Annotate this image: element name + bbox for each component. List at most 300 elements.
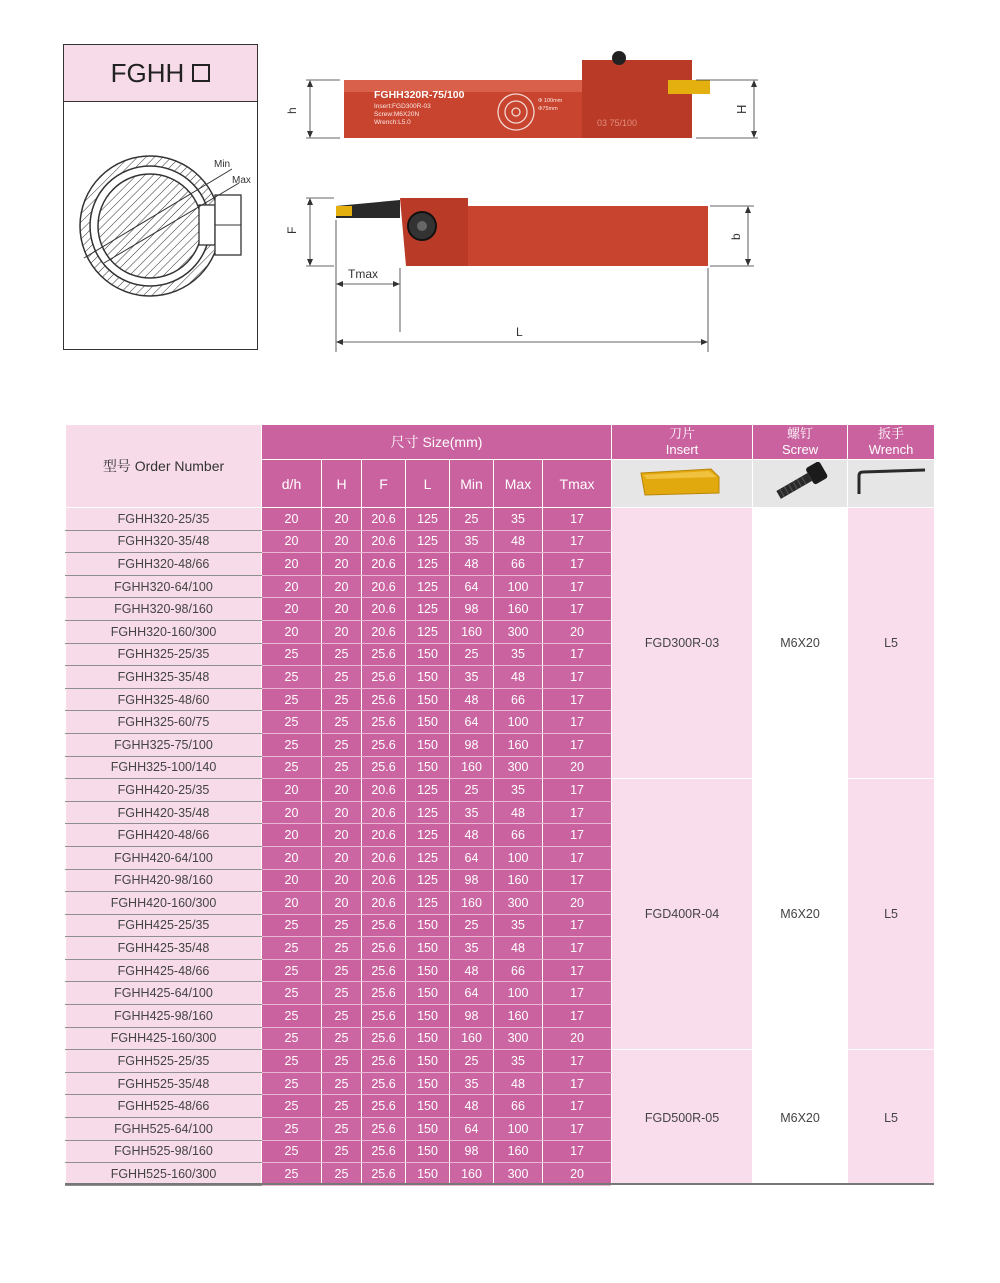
cell-tmax: 20: [543, 1027, 612, 1050]
cell-min: 64: [450, 982, 494, 1005]
cell-F: 20.6: [362, 846, 406, 869]
insert-header-cn: 刀片: [669, 426, 696, 441]
cell-min: 35: [450, 530, 494, 553]
cell-H: 25: [322, 643, 362, 666]
cell-L: 150: [406, 1118, 450, 1141]
min-label: Min: [214, 159, 231, 170]
cell-dh: 20: [262, 553, 322, 576]
cell-dh: 25: [262, 643, 322, 666]
cell-L: 150: [406, 688, 450, 711]
table-bottom-rule: [65, 1183, 934, 1185]
cell-H: 25: [322, 1050, 362, 1073]
cell-order-number: FGHH320-25/35: [66, 508, 262, 531]
cell-min: 160: [450, 1163, 494, 1186]
cell-max: 160: [494, 1005, 543, 1028]
cell-order-number: FGHH425-98/160: [66, 1005, 262, 1028]
cell-max: 300: [494, 620, 543, 643]
tool-marking-dia-2: Φ75mm: [538, 106, 558, 112]
col-header-min: Min: [450, 460, 494, 508]
cell-max: 160: [494, 733, 543, 756]
cell-H: 25: [322, 1140, 362, 1163]
cell-order-number: FGHH320-48/66: [66, 553, 262, 576]
cell-tmax: 17: [543, 824, 612, 847]
cell-max: 100: [494, 846, 543, 869]
cell-order-number: FGHH320-98/160: [66, 598, 262, 621]
cell-L: 150: [406, 733, 450, 756]
cell-max: 48: [494, 666, 543, 689]
cell-order-number: FGHH425-64/100: [66, 982, 262, 1005]
cell-F: 25.6: [362, 1095, 406, 1118]
cell-order-number: FGHH525-160/300: [66, 1163, 262, 1186]
cell-tmax: 17: [543, 1072, 612, 1095]
cell-dh: 20: [262, 869, 322, 892]
cell-tmax: 17: [543, 688, 612, 711]
cell-dh: 20: [262, 598, 322, 621]
cell-H: 25: [322, 1005, 362, 1028]
cell-dh: 25: [262, 1027, 322, 1050]
cell-dh: 20: [262, 892, 322, 915]
cell-L: 125: [406, 846, 450, 869]
type-title: FGHH: [110, 57, 185, 88]
cell-min: 98: [450, 598, 494, 621]
spec-table-body: [66, 508, 935, 1186]
cell-max: 160: [494, 1140, 543, 1163]
screw-image-cell: [753, 460, 848, 508]
cell-dh: 20: [262, 801, 322, 824]
tool-marking-model: FGHH320R-75/100: [374, 89, 465, 101]
cell-F: 25.6: [362, 688, 406, 711]
cell-H: 20: [322, 530, 362, 553]
cell-tmax: 17: [543, 869, 612, 892]
cell-H: 20: [322, 553, 362, 576]
wrench-cell: L5: [848, 508, 935, 779]
cell-L: 150: [406, 756, 450, 779]
cell-F: 20.6: [362, 530, 406, 553]
cell-L: 125: [406, 553, 450, 576]
cell-dh: 20: [262, 530, 322, 553]
cell-H: 25: [322, 711, 362, 734]
cell-L: 150: [406, 666, 450, 689]
cell-H: 25: [322, 666, 362, 689]
dim-b-label: b: [729, 233, 743, 240]
screw-icon: [765, 462, 835, 502]
cell-tmax: 17: [543, 666, 612, 689]
cell-F: 20.6: [362, 892, 406, 915]
cell-order-number: FGHH325-35/48: [66, 666, 262, 689]
cell-order-number: FGHH425-48/66: [66, 959, 262, 982]
cell-min: 98: [450, 733, 494, 756]
cell-tmax: 17: [543, 1140, 612, 1163]
cell-H: 25: [322, 733, 362, 756]
tool-body-side: [468, 206, 708, 266]
cell-L: 125: [406, 824, 450, 847]
screw-header-en: Screw: [781, 442, 819, 457]
col-header-dh: d/h: [262, 460, 322, 508]
cell-max: 160: [494, 869, 543, 892]
cell-H: 20: [322, 575, 362, 598]
cell-min: 35: [450, 1072, 494, 1095]
cell-dh: 25: [262, 756, 322, 779]
cell-max: 300: [494, 756, 543, 779]
cell-max: 100: [494, 711, 543, 734]
cell-tmax: 17: [543, 711, 612, 734]
cell-order-number: FGHH420-64/100: [66, 846, 262, 869]
wrench-header-en: Wrench: [868, 442, 914, 457]
insert-cell: FGD500R-05: [612, 1050, 753, 1186]
wrench-cell: L5: [848, 779, 935, 1050]
cell-F: 25.6: [362, 982, 406, 1005]
screw-cell: M6X20: [753, 779, 848, 1050]
tool-marking-wrench: Wrench:L5.0: [374, 119, 411, 126]
cell-H: 25: [322, 1118, 362, 1141]
cell-max: 300: [494, 1163, 543, 1186]
cell-L: 150: [406, 937, 450, 960]
cell-order-number: FGHH420-25/35: [66, 779, 262, 802]
screw-cell: M6X20: [753, 1050, 848, 1186]
cell-order-number: FGHH325-100/140: [66, 756, 262, 779]
cell-dh: 25: [262, 982, 322, 1005]
cell-max: 66: [494, 688, 543, 711]
cell-F: 25.6: [362, 1140, 406, 1163]
cell-H: 20: [322, 846, 362, 869]
insert-image-cell: [612, 460, 753, 508]
cell-H: 25: [322, 1072, 362, 1095]
cell-order-number: FGHH525-98/160: [66, 1140, 262, 1163]
cell-F: 25.6: [362, 643, 406, 666]
cell-L: 150: [406, 1163, 450, 1186]
cell-dh: 25: [262, 914, 322, 937]
cell-F: 25.6: [362, 1118, 406, 1141]
screw-header: [753, 425, 848, 460]
col-header-F: F: [362, 460, 406, 508]
cell-F: 25.6: [362, 937, 406, 960]
dim-L-label: L: [516, 325, 523, 339]
cell-H: 20: [322, 869, 362, 892]
spec-table: [65, 424, 935, 1186]
cell-dh: 25: [262, 1140, 322, 1163]
cell-tmax: 17: [543, 982, 612, 1005]
insert-cell: FGD400R-04: [612, 779, 753, 1050]
cell-min: 25: [450, 1050, 494, 1073]
cell-tmax: 20: [543, 620, 612, 643]
cell-H: 25: [322, 914, 362, 937]
cell-max: 35: [494, 508, 543, 531]
cell-tmax: 17: [543, 508, 612, 531]
cell-H: 25: [322, 1027, 362, 1050]
cell-F: 20.6: [362, 779, 406, 802]
cell-order-number: FGHH525-25/35: [66, 1050, 262, 1073]
cell-L: 150: [406, 982, 450, 1005]
cell-dh: 20: [262, 824, 322, 847]
cell-tmax: 17: [543, 937, 612, 960]
cell-H: 25: [322, 937, 362, 960]
cell-L: 125: [406, 892, 450, 915]
cell-tmax: 20: [543, 892, 612, 915]
cell-L: 150: [406, 1095, 450, 1118]
insert-header: [612, 425, 753, 460]
screw-header-cn: 螺钉: [787, 426, 814, 441]
cell-max: 48: [494, 937, 543, 960]
cell-order-number: FGHH525-35/48: [66, 1072, 262, 1095]
tool-top-view: [285, 51, 758, 138]
cell-F: 25.6: [362, 1072, 406, 1095]
cell-H: 25: [322, 1163, 362, 1186]
cell-L: 125: [406, 508, 450, 531]
tool-marking-size: 03 75/100: [597, 118, 638, 128]
cell-L: 150: [406, 711, 450, 734]
cell-dh: 25: [262, 1050, 322, 1073]
cell-F: 20.6: [362, 801, 406, 824]
dim-F-label: F: [285, 226, 299, 234]
cell-dh: 25: [262, 733, 322, 756]
cell-F: 20.6: [362, 620, 406, 643]
tool-side-view: [285, 198, 754, 352]
cell-order-number: FGHH525-48/66: [66, 1095, 262, 1118]
cell-min: 98: [450, 869, 494, 892]
tool-marking-insert: Insert:FGD300R-03: [374, 103, 431, 110]
cell-tmax: 17: [543, 1050, 612, 1073]
cell-H: 20: [322, 598, 362, 621]
cell-min: 35: [450, 666, 494, 689]
cell-min: 64: [450, 846, 494, 869]
cell-dh: 25: [262, 1163, 322, 1186]
cell-max: 48: [494, 1072, 543, 1095]
cell-min: 25: [450, 779, 494, 802]
table-row: [66, 508, 935, 531]
blade-shape: [199, 205, 215, 245]
cell-max: 66: [494, 553, 543, 576]
cell-L: 150: [406, 914, 450, 937]
cell-max: 35: [494, 1050, 543, 1073]
col-header-tmax: Tmax: [543, 460, 612, 508]
cell-order-number: FGHH420-98/160: [66, 869, 262, 892]
cell-order-number: FGHH420-35/48: [66, 801, 262, 824]
cell-tmax: 17: [543, 779, 612, 802]
cell-min: 64: [450, 575, 494, 598]
tool-marking-screw: Screw:M6X20N: [374, 111, 420, 118]
cell-tmax: 17: [543, 846, 612, 869]
cell-L: 150: [406, 1050, 450, 1073]
cell-F: 20.6: [362, 824, 406, 847]
cell-L: 125: [406, 779, 450, 802]
type-box: [63, 44, 258, 350]
cell-order-number: FGHH325-60/75: [66, 711, 262, 734]
cell-tmax: 20: [543, 1163, 612, 1186]
cell-max: 48: [494, 801, 543, 824]
insert-tip: [668, 80, 710, 94]
cell-H: 20: [322, 824, 362, 847]
cell-dh: 20: [262, 620, 322, 643]
cell-dh: 20: [262, 846, 322, 869]
insert-icon: [637, 465, 727, 499]
cell-min: 160: [450, 892, 494, 915]
cell-min: 48: [450, 1095, 494, 1118]
cell-dh: 25: [262, 711, 322, 734]
cell-H: 25: [322, 1095, 362, 1118]
tool-dimension-drawings: [270, 40, 770, 360]
cell-L: 150: [406, 1140, 450, 1163]
cell-H: 25: [322, 756, 362, 779]
cell-F: 25.6: [362, 1005, 406, 1028]
wrench-header: [848, 425, 935, 460]
cell-max: 100: [494, 575, 543, 598]
max-label: Max: [232, 175, 251, 186]
dim-h-label: h: [285, 107, 299, 114]
type-title-bar: [64, 45, 257, 102]
cell-max: 100: [494, 982, 543, 1005]
cell-dh: 25: [262, 937, 322, 960]
cell-F: 20.6: [362, 575, 406, 598]
cell-H: 20: [322, 620, 362, 643]
cell-F: 20.6: [362, 508, 406, 531]
cell-min: 48: [450, 824, 494, 847]
insert-tip-side: [336, 206, 352, 216]
wrench-cell: L5: [848, 1050, 935, 1186]
cell-max: 66: [494, 959, 543, 982]
cell-min: 160: [450, 620, 494, 643]
inner-core: [98, 174, 202, 278]
tool-marking-dia-1: Φ 100mm: [538, 98, 563, 104]
cell-F: 25.6: [362, 959, 406, 982]
cell-tmax: 17: [543, 1005, 612, 1028]
cell-F: 25.6: [362, 666, 406, 689]
cell-tmax: 20: [543, 756, 612, 779]
cell-order-number: FGHH320-64/100: [66, 575, 262, 598]
cell-order-number: FGHH420-48/66: [66, 824, 262, 847]
cell-dh: 25: [262, 666, 322, 689]
dim-H-label: H: [734, 104, 749, 114]
cell-L: 125: [406, 530, 450, 553]
cell-L: 150: [406, 643, 450, 666]
cell-L: 125: [406, 620, 450, 643]
cell-dh: 25: [262, 688, 322, 711]
cell-tmax: 17: [543, 959, 612, 982]
cell-tmax: 17: [543, 801, 612, 824]
cell-min: 35: [450, 937, 494, 960]
cell-F: 25.6: [362, 914, 406, 937]
order-number-header: 型号 Order Number: [66, 425, 262, 508]
cell-L: 150: [406, 1027, 450, 1050]
cell-dh: 20: [262, 779, 322, 802]
cell-H: 20: [322, 892, 362, 915]
cell-order-number: FGHH425-160/300: [66, 1027, 262, 1050]
cell-F: 20.6: [362, 553, 406, 576]
cell-tmax: 17: [543, 530, 612, 553]
cell-F: 25.6: [362, 1027, 406, 1050]
cell-min: 160: [450, 1027, 494, 1050]
cell-L: 125: [406, 869, 450, 892]
wrench-icon: [851, 464, 931, 500]
cell-dh: 25: [262, 1072, 322, 1095]
cell-order-number: FGHH420-160/300: [66, 892, 262, 915]
cell-min: 160: [450, 756, 494, 779]
screw-head-icon: [612, 51, 626, 65]
cell-max: 35: [494, 643, 543, 666]
cell-tmax: 17: [543, 598, 612, 621]
screw-cell: M6X20: [753, 508, 848, 779]
cell-order-number: FGHH525-64/100: [66, 1118, 262, 1141]
cell-order-number: FGHH425-35/48: [66, 937, 262, 960]
cell-L: 150: [406, 959, 450, 982]
cell-F: 25.6: [362, 1050, 406, 1073]
size-header: 尺寸 Size(mm): [262, 425, 612, 460]
cell-L: 125: [406, 598, 450, 621]
cell-dh: 25: [262, 1005, 322, 1028]
cell-L: 150: [406, 1005, 450, 1028]
cell-tmax: 17: [543, 1118, 612, 1141]
cell-tmax: 17: [543, 914, 612, 937]
cell-order-number: FGHH325-48/60: [66, 688, 262, 711]
cell-min: 25: [450, 508, 494, 531]
cell-order-number: FGHH325-25/35: [66, 643, 262, 666]
cell-order-number: FGHH325-75/100: [66, 733, 262, 756]
cell-H: 25: [322, 688, 362, 711]
insert-cell: FGD300R-03: [612, 508, 753, 779]
col-header-L: L: [406, 460, 450, 508]
cell-H: 25: [322, 959, 362, 982]
cell-max: 100: [494, 1118, 543, 1141]
cell-min: 35: [450, 801, 494, 824]
cell-F: 20.6: [362, 869, 406, 892]
cell-min: 48: [450, 553, 494, 576]
cell-min: 48: [450, 688, 494, 711]
table-row: [66, 1050, 935, 1073]
cell-max: 35: [494, 914, 543, 937]
cell-F: 25.6: [362, 711, 406, 734]
cell-L: 125: [406, 575, 450, 598]
cell-F: 25.6: [362, 1163, 406, 1186]
cell-max: 300: [494, 1027, 543, 1050]
cell-dh: 20: [262, 575, 322, 598]
cell-max: 35: [494, 779, 543, 802]
cell-min: 98: [450, 1140, 494, 1163]
wrench-header-cn: 扳手: [878, 426, 905, 441]
cell-F: 25.6: [362, 733, 406, 756]
col-header-H: H: [322, 460, 362, 508]
cell-L: 150: [406, 1072, 450, 1095]
cell-min: 64: [450, 711, 494, 734]
cell-order-number: FGHH320-35/48: [66, 530, 262, 553]
bore-section-diagram: [64, 103, 256, 347]
cell-tmax: 17: [543, 1095, 612, 1118]
col-header-max: Max: [494, 460, 543, 508]
cell-max: 300: [494, 892, 543, 915]
cell-tmax: 17: [543, 575, 612, 598]
cell-min: 64: [450, 1118, 494, 1141]
cell-H: 25: [322, 982, 362, 1005]
cell-L: 125: [406, 801, 450, 824]
cell-dh: 25: [262, 959, 322, 982]
cell-F: 20.6: [362, 598, 406, 621]
wrench-image-cell: [848, 460, 935, 508]
cell-min: 98: [450, 1005, 494, 1028]
square-symbol-icon: [192, 64, 210, 82]
insert-header-en: Insert: [665, 442, 699, 457]
cell-max: 48: [494, 530, 543, 553]
cell-min: 48: [450, 959, 494, 982]
cell-dh: 25: [262, 1118, 322, 1141]
cell-max: 66: [494, 824, 543, 847]
cell-dh: 20: [262, 508, 322, 531]
table-row: [66, 779, 935, 802]
cell-max: 160: [494, 598, 543, 621]
cell-tmax: 17: [543, 553, 612, 576]
cell-dh: 25: [262, 1095, 322, 1118]
dim-Tmax-label: Tmax: [348, 267, 378, 281]
cell-H: 20: [322, 508, 362, 531]
cell-order-number: FGHH320-160/300: [66, 620, 262, 643]
cell-H: 20: [322, 779, 362, 802]
